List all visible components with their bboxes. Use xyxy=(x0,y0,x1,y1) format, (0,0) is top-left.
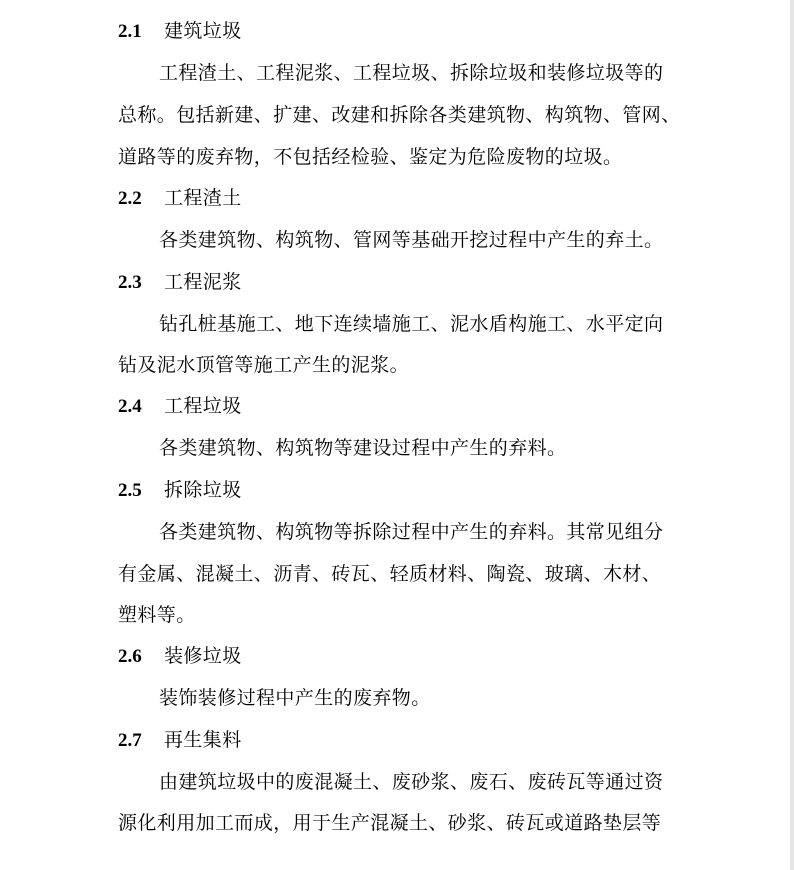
section-title: 工程垃圾 xyxy=(164,395,242,417)
section-heading-2-1 xyxy=(118,19,242,44)
section-title: 工程渣土 xyxy=(164,187,242,209)
section-heading-2-7 xyxy=(118,728,242,753)
paragraph-line: 工程渣土、工程泥浆、工程垃圾、拆除垃圾和装修垃圾等的 xyxy=(159,62,664,84)
section-number: 2.2 xyxy=(118,188,142,209)
section-title: 拆除垃圾 xyxy=(164,479,242,501)
section-title: 建筑垃圾 xyxy=(164,20,242,42)
section-title: 工程泥浆 xyxy=(164,271,242,293)
paragraph-line: 钻孔桩基施工、地下连续墙施工、泥水盾构施工、水平定向 xyxy=(159,313,664,335)
section-heading-2-4 xyxy=(118,394,242,419)
section-number: 2.4 xyxy=(118,396,142,417)
paragraph-line: 各类建筑物、构筑物等拆除过程中产生的弃料。其常见组分 xyxy=(159,521,664,543)
section-number: 2.5 xyxy=(118,480,142,501)
section-number: 2.6 xyxy=(118,646,142,667)
section-number: 2.7 xyxy=(118,730,142,751)
paragraph-line: 各类建筑物、构筑物、管网等基础开挖过程中产生的弃土。 xyxy=(159,229,664,251)
paragraph-line: 道路等的废弃物，不包括经检验、鉴定为危险废物的垃圾。 xyxy=(118,146,623,168)
section-title: 再生集料 xyxy=(164,729,242,751)
paragraph-line: 各类建筑物、构筑物等建设过程中产生的弃料。 xyxy=(159,437,567,459)
paragraph-line: 塑料等。 xyxy=(118,604,196,626)
section-number: 2.1 xyxy=(118,21,142,42)
section-heading-2-5 xyxy=(118,478,242,503)
section-number: 2.3 xyxy=(118,272,142,293)
paragraph-line: 钻及泥水顶管等施工产生的泥浆。 xyxy=(118,354,410,376)
section-heading-2-2 xyxy=(118,186,242,211)
paragraph-line: 源化利用加工而成，用于生产混凝土、砂浆、砖瓦或道路垫层等 xyxy=(118,812,662,834)
page-edge-shadow xyxy=(790,0,794,870)
section-title: 装修垃圾 xyxy=(164,645,242,667)
paragraph-line: 装饰装修过程中产生的废弃物。 xyxy=(159,687,431,709)
paragraph-line: 有金属、混凝土、沥青、砖瓦、轻质材料、陶瓷、玻璃、木材、 xyxy=(118,563,662,585)
section-heading-2-3 xyxy=(118,270,242,295)
paragraph-line: 总称。包括新建、扩建、改建和拆除各类建筑物、构筑物、管网、 xyxy=(118,104,681,126)
paragraph-line: 由建筑垃圾中的废混凝土、废砂浆、废石、废砖瓦等通过资 xyxy=(159,771,664,793)
section-heading-2-6 xyxy=(118,644,242,669)
